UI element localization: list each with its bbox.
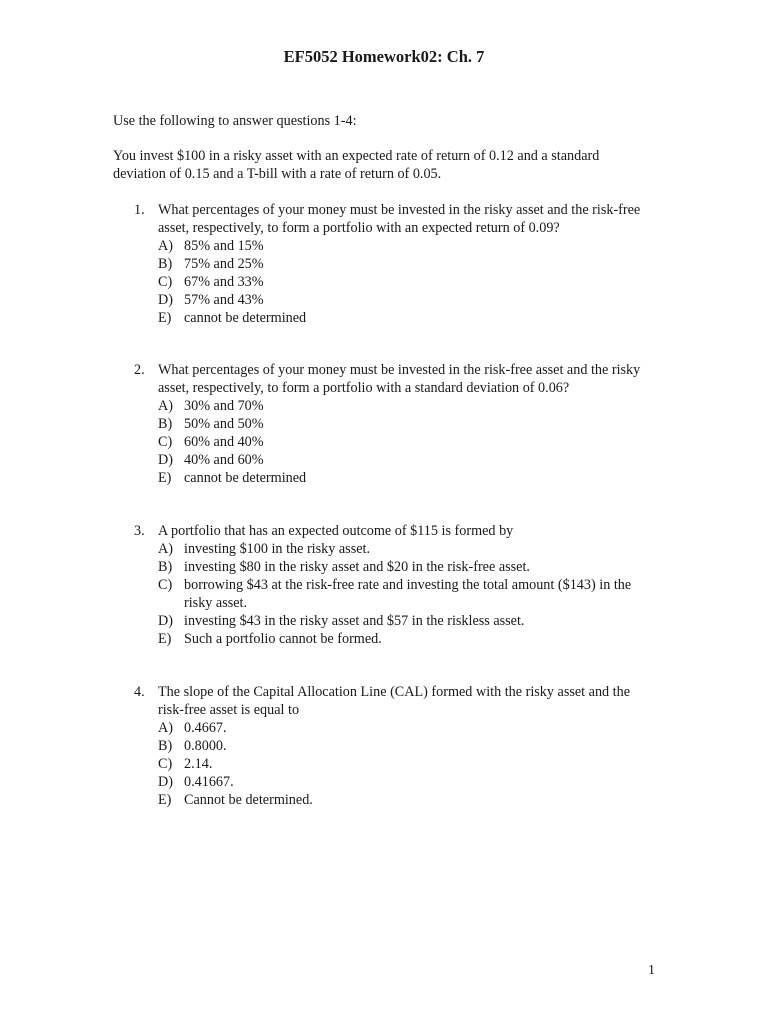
option-text: cannot be determined	[184, 310, 307, 326]
option-text: 50% and 50%	[184, 416, 264, 432]
option-letter: C)	[158, 434, 173, 450]
answer-option	[158, 237, 649, 255]
page-title: EF5052 Homework02: Ch. 7	[283, 47, 485, 66]
option-text: 0.4667.	[184, 720, 227, 736]
answer-option	[158, 773, 649, 791]
option-letter: E)	[158, 470, 172, 486]
option-text: 0.8000.	[184, 738, 227, 754]
answer-options	[158, 397, 649, 487]
option-text: 0.41667.	[184, 774, 234, 790]
question-text: What percentages of your money must be invested in the risky asset and the risk-free asset, respectively, to form a portfolio with an expected return of 0.09?	[158, 202, 641, 236]
question-number: 1.	[134, 202, 145, 218]
option-text: investing $80 in the risky asset and $20 in the risk-free asset.	[184, 559, 530, 575]
page-number: 1	[648, 963, 655, 978]
option-letter: B)	[158, 738, 173, 754]
option-text: 85% and 15%	[184, 238, 264, 254]
option-letter: E)	[158, 792, 172, 808]
answer-option	[158, 612, 649, 630]
question-text: What percentages of your money must be invested in the risk-free asset and the risky asset, respectively, to form a portfolio with a standard deviation of 0.06?	[158, 362, 641, 396]
answer-option	[158, 255, 649, 273]
answer-option	[158, 576, 649, 612]
option-letter: C)	[158, 577, 173, 593]
option-text: Such a portfolio cannot be formed.	[184, 631, 382, 647]
instructions-text: Use the following to answer questions 1-4:	[113, 113, 357, 129]
option-letter: A)	[158, 398, 173, 414]
answer-options	[158, 719, 649, 809]
question-number: 2.	[134, 362, 145, 378]
answer-option	[158, 630, 649, 648]
option-text: borrowing $43 at the risk-free rate and investing the total amount ($143) in the risky asset.	[184, 577, 632, 611]
answer-option	[158, 309, 649, 327]
answer-option	[158, 737, 649, 755]
answer-option	[158, 451, 649, 469]
question-text: A portfolio that has an expected outcome of $115 is formed by	[158, 523, 514, 539]
option-letter: B)	[158, 256, 173, 272]
option-text: Cannot be determined.	[184, 792, 313, 808]
option-text: cannot be determined	[184, 470, 307, 486]
question-3	[134, 522, 649, 648]
answer-options	[158, 237, 649, 327]
option-text: 2.14.	[184, 756, 213, 772]
option-letter: A)	[158, 238, 173, 254]
option-letter: D)	[158, 613, 173, 629]
answer-option	[158, 415, 649, 433]
option-letter: B)	[158, 559, 173, 575]
option-text: 60% and 40%	[184, 434, 264, 450]
option-letter: A)	[158, 541, 173, 557]
option-letter: B)	[158, 416, 173, 432]
question-number: 3.	[134, 523, 145, 539]
question-4	[134, 683, 649, 809]
answer-options	[158, 540, 649, 648]
option-text: investing $43 in the risky asset and $57 in the riskless asset.	[184, 613, 525, 629]
option-letter: D)	[158, 292, 173, 308]
answer-option	[158, 540, 649, 558]
option-text: 75% and 25%	[184, 256, 264, 272]
question-2	[134, 361, 649, 487]
option-letter: A)	[158, 720, 173, 736]
answer-option	[158, 397, 649, 415]
option-text: 40% and 60%	[184, 452, 264, 468]
option-text: investing $100 in the risky asset.	[184, 541, 370, 557]
answer-option	[158, 469, 649, 487]
option-letter: D)	[158, 774, 173, 790]
answer-option	[158, 433, 649, 451]
question-number: 4.	[134, 684, 145, 700]
option-letter: E)	[158, 310, 172, 326]
answer-option	[158, 558, 649, 576]
answer-option	[158, 719, 649, 737]
option-text: 57% and 43%	[184, 292, 264, 308]
answer-option	[158, 755, 649, 773]
option-letter: C)	[158, 756, 173, 772]
answer-option	[158, 273, 649, 291]
option-text: 30% and 70%	[184, 398, 264, 414]
question-text: The slope of the Capital Allocation Line (CAL) formed with the risky asset and the risk-free asset is equal to	[158, 684, 631, 718]
scenario-text: You invest $100 in a risky asset with an expected rate of return of 0.12 and a standard deviation of 0.15 and a T-bill with a rate of return of 0.05.	[113, 148, 600, 182]
option-letter: C)	[158, 274, 173, 290]
option-letter: D)	[158, 452, 173, 468]
question-1	[134, 201, 649, 327]
answer-option	[158, 791, 649, 809]
option-text: 67% and 33%	[184, 274, 264, 290]
option-letter: E)	[158, 631, 172, 647]
answer-option	[158, 291, 649, 309]
